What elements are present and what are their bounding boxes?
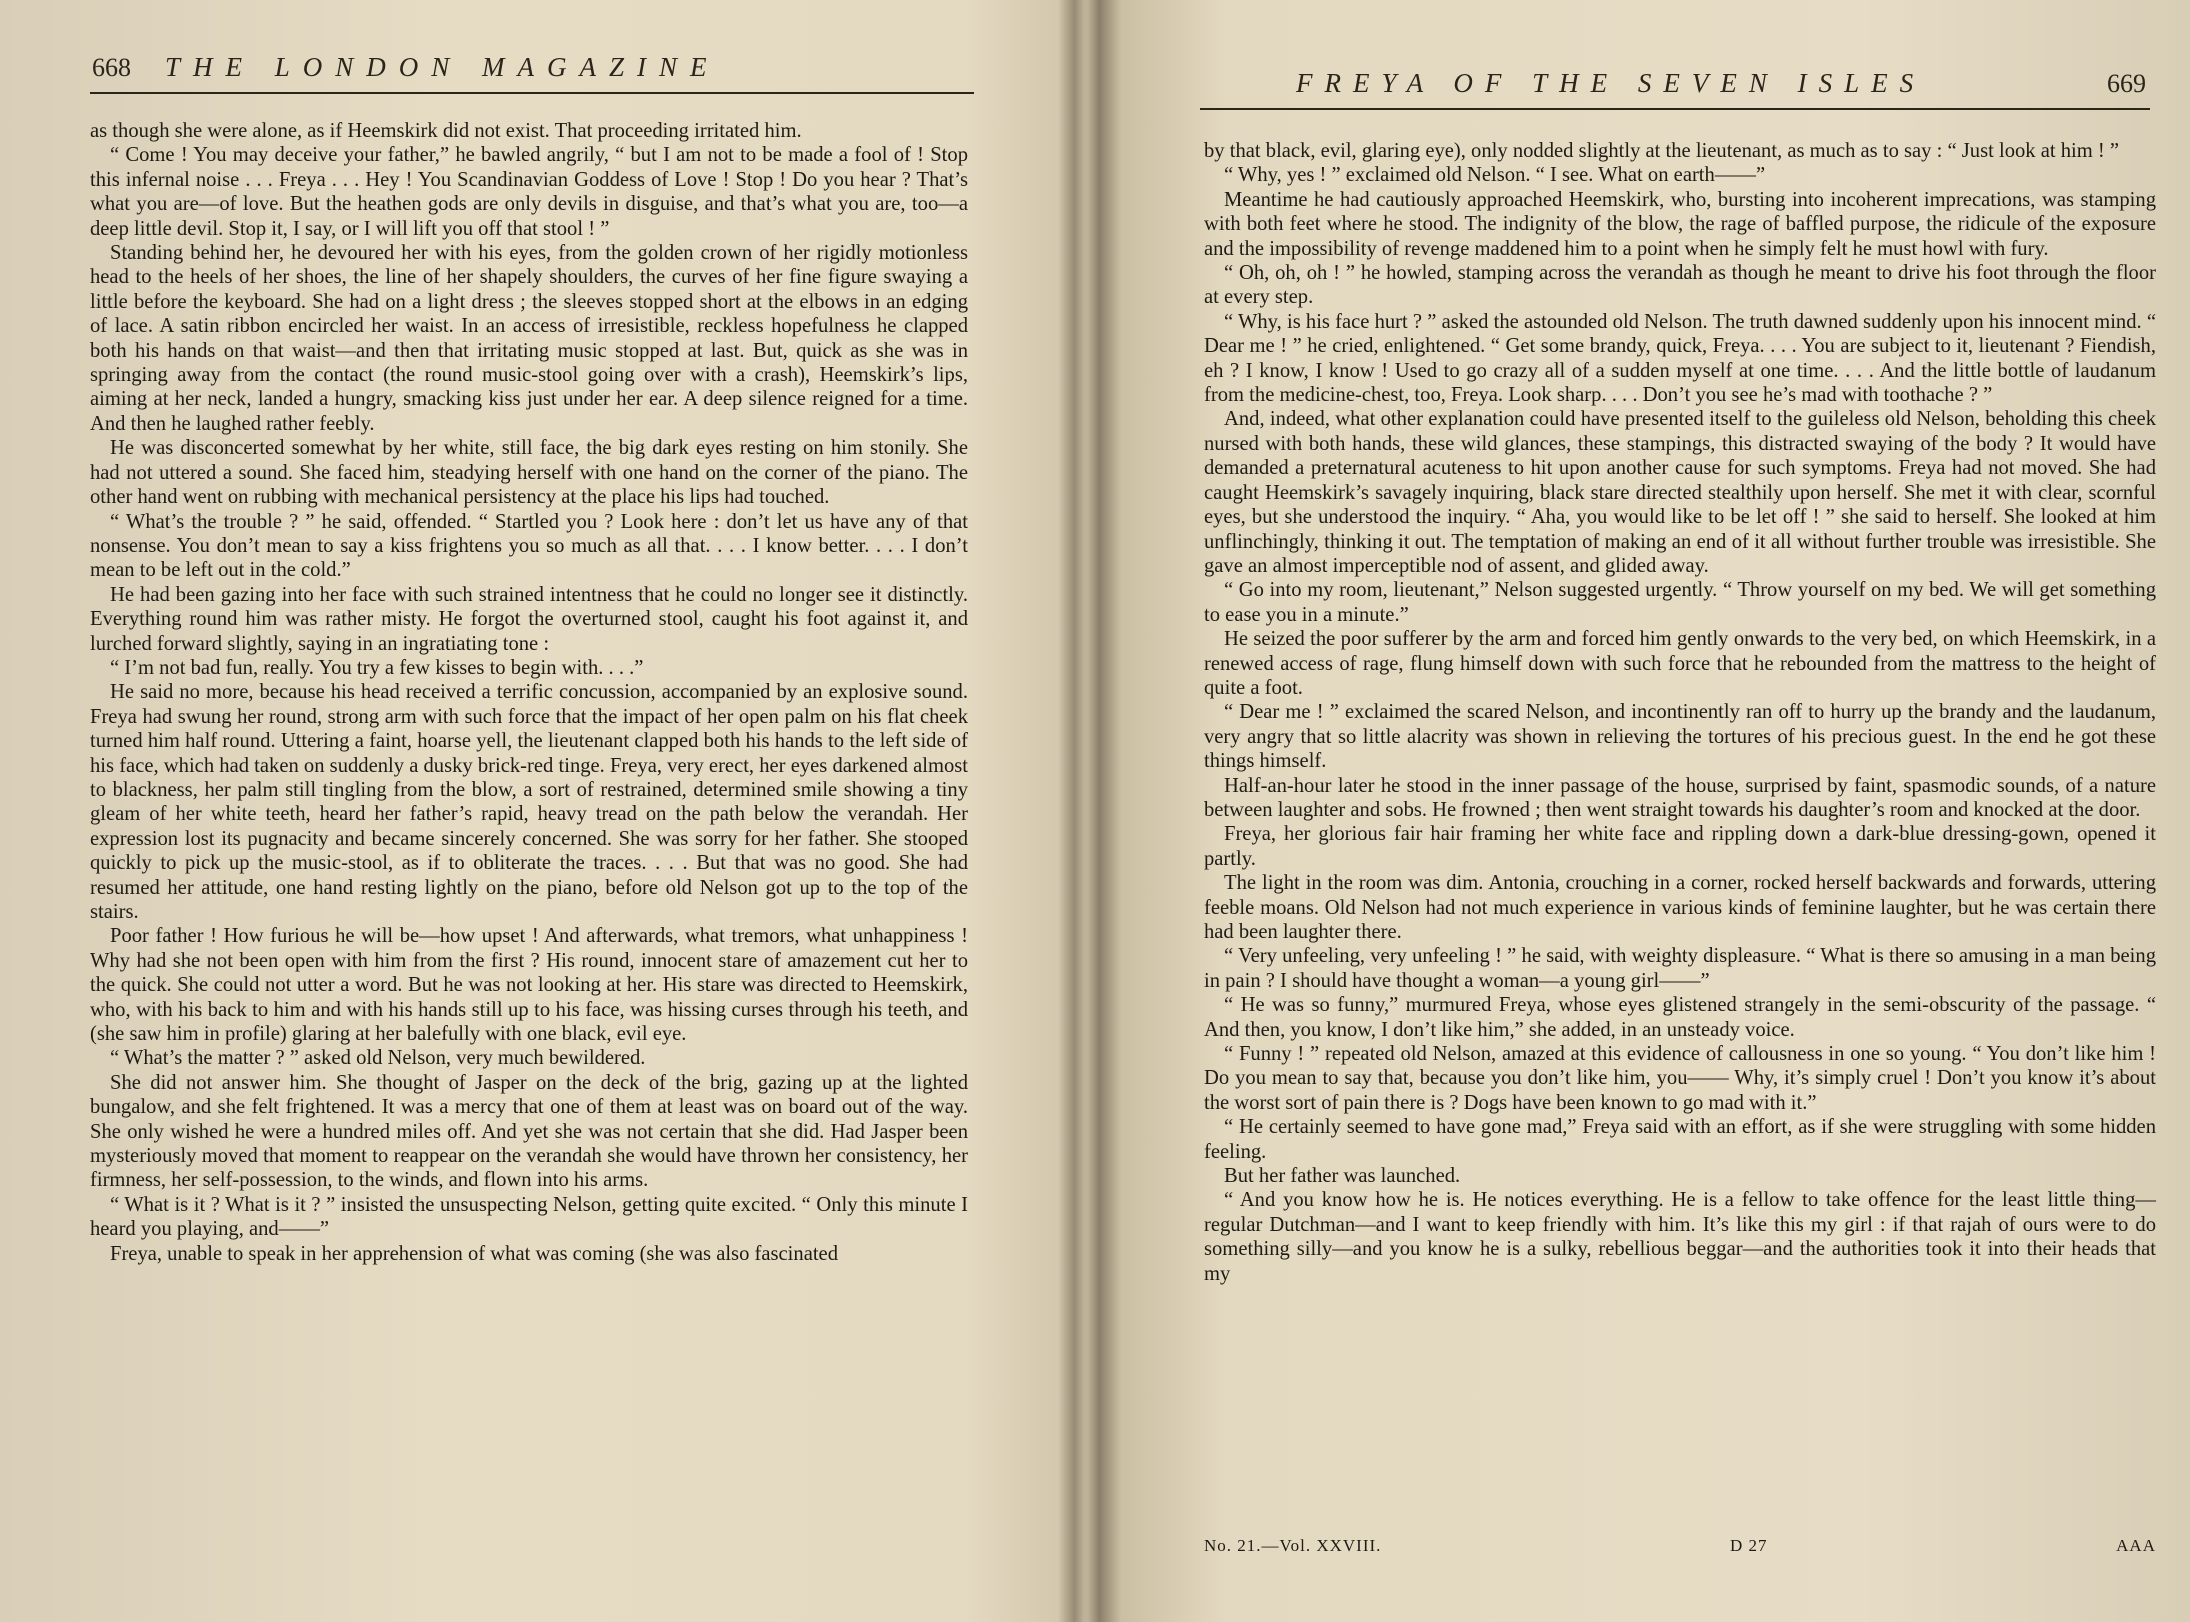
paragraph: Meantime he had cautiously approached Heemskirk, who, bursting into incoherent imprecations, was stamping with both feet where he stood. The indignity of the blow, the rage of baffled purpose, the ridicule of the exposure and the impossibility of revenge maddened him to a point when he simply felt he must howl with fury. bbox=[1204, 188, 2156, 260]
paragraph: He was disconcerted somewhat by her white, still face, the big dark eyes resting on him stonily. She had not uttered a sound. She faced him, steadying herself with one hand on the corner of the piano. The other hand went on rubbing with mechanical persistency at the place his lips had touched. bbox=[90, 437, 968, 509]
paragraph: “ What is it ? What is it ? ” insisted the unsuspecting Nelson, getting quite excited. “ Only this minute I heard you playing, and——” bbox=[90, 1193, 968, 1241]
paragraph: And, indeed, what other explanation could have presented itself to the guileless old Nelson, beholding this cheek nursed with both hands, these wild glances, these stampings, this distracted swaying of the body ? It would have demanded a preternatural acuteness to hit upon another cause for such symptoms. Freya had not moved. She had caught Heemskirk’s savagely inquiring, black stare directed stealthily upon herself. She met it with clear, scornful eyes, but she understood the inquiry. “ Aha, you would like to be let off ! ” she said to herself. She looked at him unflinchingly, thinking it out. The temptation of making an end of it all without further trouble was irresistible. She gave an almost imperceptible nod of assent, and glided away. bbox=[1204, 408, 2156, 577]
paragraph: He seized the poor sufferer by the arm and forced him gently onwards to the very bed, on which Heemskirk, in a renewed access of rage, flung himself down with such force that he rebounded from the mattress to the height of quite a foot. bbox=[1204, 628, 2156, 699]
printer-mark: AAA bbox=[2116, 1536, 2156, 1555]
paragraph: “ Dear me ! ” exclaimed the scared Nelson, and incontinently ran off to hurry up the brandy and the laudanum, very angry that so little alacrity was shown in relieving the tortures of his precious guest. In the end he got these things himself. bbox=[1204, 701, 2156, 773]
paragraph: “ Why, yes ! ” exclaimed old Nelson. “ I see. What on earth——” bbox=[1224, 164, 1766, 187]
paragraph: Freya, unable to speak in her apprehension of what was coming (she was also fascinated bbox=[110, 1242, 838, 1265]
right-page bbox=[1078, 0, 2190, 1622]
paragraph: “ He was so funny,” murmured Freya, whose eyes glistened strangely in the semi-obscurity of the passage. “ And then, you know, I don’t like him,” she added, in an unsteady voice. bbox=[1204, 994, 2156, 1041]
paragraph: “ What’s the trouble ? ” he said, offended. “ Startled you ? Look here : don’t let us have any of that nonsense. You don’t mean to say a kiss frightens you so much as all that. . . . I know better. . . . I don’t mean to be left out in the cold.” bbox=[90, 510, 968, 582]
story-title: FREYA OF THE SEVEN ISLES bbox=[1296, 68, 1926, 98]
paragraph: She did not answer him. She thought of Jasper on the deck of the brig, gazing up at the lighted bungalow, and she felt frightened. It was a mercy that one of them at least was on board out of the way. She only wished he were a hundred miles off. And yet she was not certain that she did. Had Jasper been mysteriously moved that moment to reappear on the verandah she would have thrown her consistency, her firmness, her self-possession, to the winds, and flown into his arms. bbox=[90, 1071, 968, 1192]
page-number: 669 bbox=[2107, 69, 2146, 98]
paragraph: Poor father ! How furious he will be—how upset ! And afterwards, what tremors, what unhappiness ! Why had she not been open with him from the first ? His round, innocent stare of amazement cut her to the quick. She could not utter a word. But he was not looking at her. His stare was directed to Heemskirk, who, with his back to him and with his hands still up to his face, was hissing curses through his teeth, and (she saw him in profile) glaring at her balefully with one black, evil eye. bbox=[90, 925, 968, 1046]
paragraph: “ Oh, oh, oh ! ” he howled, stamping across the verandah as though he meant to drive his foot through the floor at every step. bbox=[1204, 262, 2156, 309]
paragraph: by that black, evil, glaring eye), only nodded slightly at the lieutenant, as much as to say : “ Just look at him ! ” bbox=[1204, 140, 2120, 162]
paragraph: “ Come ! You may deceive your father,” he bawled angrily, “ but I am not to be made a fool of ! Stop this infernal noise . . . Freya . . . Hey ! You Scandinavian Goddess of Love ! Stop ! Do you hear ? That’s what you are—of love. But the heathen gods are only devils in disguise, and that’s what you are, too—a deep little devil. Stop it, I say, or I will lift you off that stool ! ” bbox=[90, 144, 968, 240]
paragraph: “ Very unfeeling, very unfeeling ! ” he said, with weighty displeasure. “ What is there so amusing in a man being in pain ? I should have thought a woman—a young girl——” bbox=[1204, 945, 2156, 992]
text-column bbox=[1204, 139, 2156, 1286]
paragraph: “ Go into my room, lieutenant,” Nelson suggested urgently. “ Throw yourself on my bed. We will get something to ease you in a minute.” bbox=[1204, 579, 2156, 626]
left-page bbox=[0, 0, 1068, 1622]
signature-mark: D 27 bbox=[1730, 1536, 1768, 1555]
issue-number: No. 21.—Vol. XXVIII. bbox=[1204, 1536, 1382, 1555]
head-rule bbox=[90, 92, 974, 94]
magazine-title: THE LONDON MAGAZINE bbox=[165, 52, 720, 82]
running-head-right bbox=[1204, 68, 2146, 99]
text-column bbox=[90, 119, 968, 1266]
paragraph: Standing behind her, he devoured her with his eyes, from the golden crown of her rigidly motionless head to the heels of her shoes, the line of her shapely shoulders, the curves of her fine figure swaying a little before the keyboard. She had on a light dress ; the sleeves stopped short at the elbows in an edging of lace. A satin ribbon encircled her waist. In an access of irresistible, reckless hopefulness he clapped both his hands on that waist—and then that irritating music stopped at last. But, quick as she was in springing away from the contact (the round music-stool going over with a crash), Heemskirk’s lips, aiming at her neck, landed a hungry, smacking kiss just under her ear. A deep silence reigned for a time. And then he laughed rather feebly. bbox=[90, 242, 968, 435]
paragraph: “ I’m not bad fun, really. You try a few kisses to begin with. . . .” bbox=[110, 656, 644, 679]
page-footer bbox=[1204, 1536, 2156, 1556]
paragraph: “ He certainly seemed to have gone mad,” Freya said with an effort, as if she were struggling with some hidden feeling. bbox=[1204, 1116, 2156, 1163]
paragraph: He said no more, because his head received a terrific concussion, accompanied by an explosive sound. Freya had swung her round, strong arm with such force that the impact of her open palm on his flat cheek turned him half round. Uttering a faint, hoarse yell, the lieutenant clapped both his hands to the left side of his face, which had taken on suddenly a dusky brick-red tinge. Freya, very erect, her eyes darkened almost to blackness, her palm still tingling from the blow, a sort of restrained, determined smile showing a tiny gleam of her white teeth, heard her father’s rapid, heavy tread on the path below the verandah. Her expression lost its pugnacity and became sincerely concerned. She was sorry for her father. She stooped quickly to pick up the music-stool, as if to obliterate the traces. . . . But that was no good. She had resumed her attitude, one hand resting lightly on the piano, before old Nelson got up to the top of the stairs. bbox=[90, 681, 968, 923]
paragraph: The light in the room was dim. Antonia, crouching in a corner, rocked herself backwards and forwards, uttering feeble moans. Old Nelson had not much experience in various kinds of feminine laughter, but he was certain there had been laughter there. bbox=[1204, 872, 2156, 943]
running-head-left bbox=[92, 52, 972, 83]
paragraph: “ Funny ! ” repeated old Nelson, amazed at this evidence of callousness in one so young. “ You don’t like him ! Do you mean to say that, because you don’t like him, you—— Why, it’s simply cruel ! Don’t you know it’s about the worst sort of pain there is ? Dogs have been known to go mad with it.” bbox=[1204, 1043, 2156, 1114]
paragraph: as though she were alone, as if Heemskirk did not exist. That proceeding irritated him. bbox=[90, 120, 802, 142]
paragraph: “ What’s the matter ? ” asked old Nelson, very much bewildered. bbox=[110, 1047, 646, 1070]
paragraph: Freya, her glorious fair hair framing her white face and rippling down a dark-blue dressing-gown, opened it partly. bbox=[1204, 823, 2156, 870]
paragraph: But her father was launched. bbox=[1224, 1165, 1461, 1188]
page-number: 668 bbox=[92, 53, 131, 82]
paragraph: “ And you know how he is. He notices everything. He is a fellow to take offence for the least little thing—regular Dutchman—and I want to keep friendly with him. It’s like this my girl : if that rajah of ours were to do something silly—and you know he is a sulky, rebellious beggar—and the authorities took it into their heads that my bbox=[1204, 1189, 2156, 1285]
paragraph: Half-an-hour later he stood in the inner passage of the house, surprised by faint, spasmodic sounds, of a nature between laughter and sobs. He frowned ; then went straight towards his daughter’s room and knocked at the door. bbox=[1204, 774, 2156, 821]
paragraph: He had been gazing into her face with such strained intentness that he could no longer see it distinctly. Everything round him was rather misty. He forgot the overturned stool, caught his foot against it, and lurched forward slightly, saying in an ingratiating tone : bbox=[90, 583, 968, 655]
head-rule bbox=[1200, 108, 2150, 110]
paragraph: “ Why, is his face hurt ? ” asked the astounded old Nelson. The truth dawned suddenly upon his innocent mind. “ Dear me ! ” he cried, enlightened. “ Get some brandy, quick, Freya. . . . You are subject to it, lieutenant ? Fiendish, eh ? I know, I know ! Used to go crazy all of a sudden myself at one time. . . . And the little bottle of laudanum from the medicine-chest, too, Freya. Look sharp. . . . Don’t you see he’s mad with toothache ? ” bbox=[1204, 310, 2156, 407]
